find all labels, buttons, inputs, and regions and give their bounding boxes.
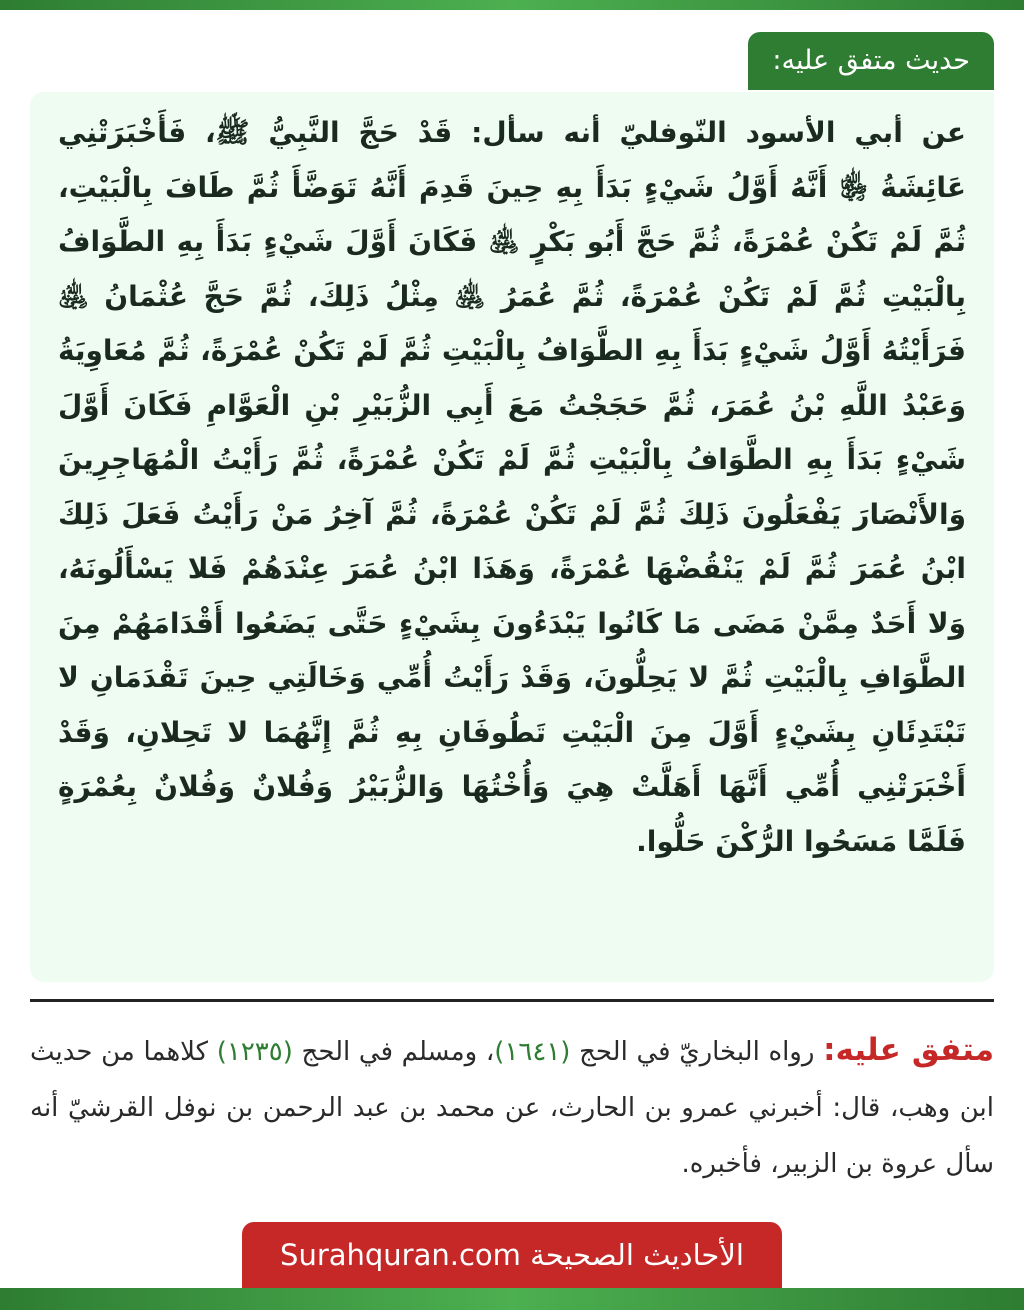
muslim-number: (١٢٣٥) [216,1037,293,1067]
source-text-chain: كلاهما من حديث ابن وهب، قال: أخبرني عمرو بن الحارث، عن محمد بن عبد الرحمن بن نوفل القرشيّ أنه سأل عروة بن الزبير، فأخبره. [30,1037,994,1179]
source-citation [30,1022,994,1192]
divider-line [30,999,994,1002]
source-text-muslim: ، ومسلم في الحج [301,1037,495,1067]
top-green-bar [0,0,1024,10]
bukhari-number: (١٦٤١) [494,1037,571,1067]
source-label: متفق عليه: [823,1032,995,1068]
hadith-text: عن أبي الأسود النّوفليّ أنه سأل: قَدْ حَجَّ النَّبِيُّ ﷺ، فَأَخْبَرَتْنِي عَائِشَةُ ﵂ أَنَّهُ أَوَّلُ شَيْءٍ بَدَأَ بِهِ حِينَ قَدِمَ أَنَّهُ تَوَضَّأَ ثُمَّ طَافَ بِالْبَيْتِ، ثُمَّ لَمْ تَكُنْ عُمْرَةً، ثُمَّ حَجَّ أَبُو بَكْرٍ ﵁ فَكَانَ أَوَّلَ شَيْءٍ بَدَأَ بِهِ الطَّوَافُ بِالْبَيْتِ ثُمَّ لَمْ تَكُنْ عُمْرَةً، ثُمَّ عُمَرُ ﵁ مِثْلُ ذَلِكَ، ثُمَّ حَجَّ عُثْمَانُ ﵁ فَرَأَيْتُهُ أَوَّلُ شَيْءٍ بَدَأَ بِهِ الطَّوَافُ بِالْبَيْتِ ثُمَّ لَمْ تَكُنْ عُمْرَةً، ثُمَّ مُعَاوِيَةُ وَعَبْدُ اللَّهِ بْنُ عُمَرَ، ثُمَّ حَجَجْتُ مَعَ أَبِي الزُّبَيْرِ بْنِ الْعَوَّامِ فَكَانَ أَوَّلَ شَيْءٍ بَدَأَ بِهِ الطَّوَافُ بِالْبَيْتِ ثُمَّ لَمْ تَكُنْ عُمْرَةً، ثُمَّ رَأَيْتُ الْمُهَاجِرِينَ وَالأَنْصَارَ يَفْعَلُونَ ذَلِكَ ثُمَّ لَمْ تَكُنْ عُمْرَةً، ثُمَّ آخِرُ مَنْ رَأَيْتُ فَعَلَ ذَلِكَ ابْنُ عُمَرَ ثُمَّ لَمْ يَنْقُضْهَا عُمْرَةً، وَهَذَا ابْنُ عُمَرَ عِنْدَهُمْ فَلا يَسْأَلُونَهُ، وَلا أَحَدٌ مِمَّنْ مَضَى مَا كَانُوا يَبْدَءُونَ بِشَيْءٍ حَتَّى يَضَعُوا أَقْدَامَهُمْ مِنَ الطَّوَافِ بِالْبَيْتِ ثُمَّ لا يَحِلُّونَ، وَقَدْ رَأَيْتُ أُمِّي وَخَالَتِي حِينَ تَقْدَمَانِ لا تَبْتَدِئَانِ بِشَيْءٍ أَوَّلَ مِنَ الْبَيْتِ تَطُوفَانِ بِهِ ثُمَّ إِنَّهُمَا لا تَحِلانِ، وَقَدْ أَخْبَرَتْنِي أُمِّي أَنَّهَا أَهَلَّتْ هِيَ وَأُخْتُهَا وَالزُّبَيْرُ وَفُلانٌ وَفُلانٌ بِعُمْرَةٍ فَلَمَّا مَسَحُوا الرُّكْنَ حَلُّوا. [58,116,966,858]
hadith-text-box [30,92,994,982]
site-footer-badge: الأحاديث الصحيحة Surahquran.com [242,1222,782,1288]
hadith-title-badge: حديث متفق عليه: [748,32,994,90]
source-text-bukhari: رواه البخاريّ في الحج [579,1037,815,1067]
bottom-green-bar [0,1288,1024,1310]
